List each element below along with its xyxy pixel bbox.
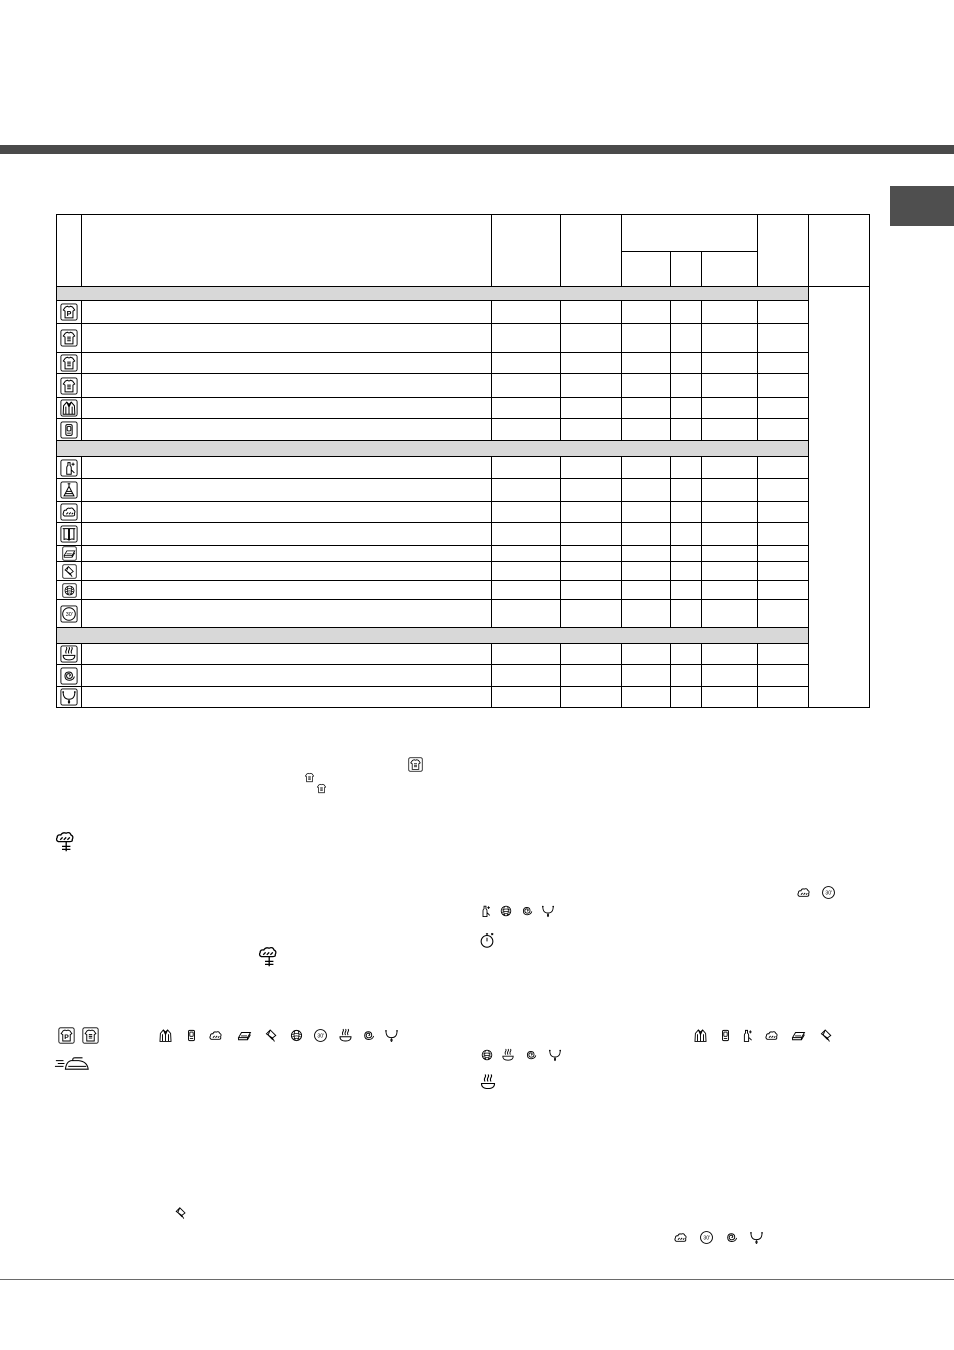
header-column-4 <box>561 215 622 287</box>
table-cell <box>561 353 622 374</box>
program-icon-cell <box>57 581 82 600</box>
table-cell <box>702 502 758 523</box>
flask-icon <box>60 481 78 499</box>
header-column-8 <box>758 215 809 287</box>
program-description-cell <box>82 546 492 562</box>
program-description-cell <box>82 523 492 546</box>
shirt-icon <box>315 782 328 795</box>
yarn-ball-icon <box>479 1047 495 1063</box>
table-cell <box>671 562 702 581</box>
feather-icon <box>818 1027 835 1044</box>
program-icon-cell <box>57 502 82 523</box>
table-cell <box>492 457 561 479</box>
table-cell <box>671 581 702 600</box>
table-cell <box>492 398 561 419</box>
drain-icon <box>540 903 556 919</box>
table-cell <box>702 687 758 708</box>
bottle-icon <box>477 903 493 919</box>
spin-icon <box>523 1047 539 1063</box>
wool-icon <box>207 1027 224 1044</box>
table-cell <box>622 324 671 353</box>
rinse-icon <box>60 645 78 663</box>
table-cell <box>561 398 622 419</box>
table-cell <box>622 562 671 581</box>
quick-30-icon <box>312 1027 329 1044</box>
table-cell <box>758 523 809 546</box>
rinse-icon <box>478 1072 498 1092</box>
shirt-p-icon <box>60 303 78 321</box>
feather-icon <box>173 1205 189 1221</box>
program-icon-cell <box>57 644 82 665</box>
table-cell <box>702 523 758 546</box>
table-cell <box>671 374 702 398</box>
program-icon-cell <box>57 374 82 398</box>
table-cell <box>758 665 809 687</box>
table-cell <box>492 374 561 398</box>
table-cell <box>702 600 758 628</box>
drain-icon <box>60 688 78 706</box>
wool-icon <box>672 1229 689 1246</box>
table-cell <box>492 419 561 441</box>
shirt-icon <box>60 377 78 395</box>
table-cell <box>492 562 561 581</box>
spin-icon <box>60 667 78 685</box>
towel-icon <box>62 546 77 561</box>
spin-icon <box>360 1027 377 1044</box>
table-cell <box>758 479 809 502</box>
table-cell <box>561 301 622 324</box>
table-cell <box>758 353 809 374</box>
drain-icon <box>547 1047 563 1063</box>
table-cell <box>758 581 809 600</box>
table-cell <box>561 479 622 502</box>
table-cell <box>622 419 671 441</box>
header-subcolumn-2 <box>671 252 702 287</box>
table-cell <box>671 644 702 665</box>
program-description-cell <box>82 479 492 502</box>
program-description-cell <box>82 398 492 419</box>
table-cell <box>492 644 561 665</box>
table-cell <box>758 301 809 324</box>
table-cell <box>492 665 561 687</box>
footer-rule <box>0 1279 954 1280</box>
table-cell <box>758 546 809 562</box>
program-description-cell <box>82 562 492 581</box>
table-cell <box>702 546 758 562</box>
table-cell <box>758 687 809 708</box>
yarn-ball-icon <box>288 1027 305 1044</box>
table-cell <box>561 546 622 562</box>
table-cell <box>671 324 702 353</box>
table-cell <box>702 374 758 398</box>
yarn-ball-icon <box>498 903 514 919</box>
table-cell <box>758 562 809 581</box>
table-cell <box>671 479 702 502</box>
table-cell <box>671 457 702 479</box>
drain-icon <box>383 1027 400 1044</box>
language-tab <box>890 186 954 226</box>
program-description-cell <box>82 687 492 708</box>
machine-icon <box>60 421 78 439</box>
program-description-cell <box>82 457 492 479</box>
wool-icon <box>795 884 812 901</box>
table-cell <box>702 644 758 665</box>
section-band-2 <box>57 441 809 457</box>
program-description-cell <box>82 600 492 628</box>
table-cell <box>758 457 809 479</box>
wool-plus-icon <box>53 829 77 853</box>
table-cell <box>702 353 758 374</box>
program-icon-cell <box>57 687 82 708</box>
program-description-cell <box>82 324 492 353</box>
table-cell <box>758 398 809 419</box>
spin-icon <box>519 903 535 919</box>
iron-icon <box>54 1054 92 1073</box>
table-cell <box>622 301 671 324</box>
table-cell <box>622 687 671 708</box>
table-cell <box>671 687 702 708</box>
program-description-cell <box>82 301 492 324</box>
table-cell <box>561 324 622 353</box>
shirt-icon <box>408 757 423 772</box>
program-description-cell <box>82 644 492 665</box>
rinse-icon <box>500 1047 516 1063</box>
table-cell <box>492 353 561 374</box>
table-cell <box>758 324 809 353</box>
table-cell <box>702 324 758 353</box>
table-cell <box>671 419 702 441</box>
program-description-cell <box>82 581 492 600</box>
quick-30-icon <box>698 1229 715 1246</box>
table-cell <box>492 581 561 600</box>
table-cell <box>671 398 702 419</box>
header-group-cell <box>622 215 758 252</box>
program-description-cell <box>82 353 492 374</box>
table-cell <box>561 687 622 708</box>
towel-icon <box>236 1027 253 1044</box>
header-subcolumn-1 <box>622 252 671 287</box>
table-cell <box>758 644 809 665</box>
table-cell <box>622 581 671 600</box>
table-cell <box>492 301 561 324</box>
table-cell <box>702 419 758 441</box>
section-band-3 <box>57 628 809 644</box>
table-cell <box>561 502 622 523</box>
program-description-cell <box>82 419 492 441</box>
table-cell <box>702 665 758 687</box>
table-cell <box>671 502 702 523</box>
wool-plus-icon <box>256 944 280 968</box>
table-cell <box>702 581 758 600</box>
shirt-icon <box>82 1027 99 1044</box>
header-column-9 <box>809 215 870 287</box>
table-cell <box>622 479 671 502</box>
drain-icon <box>748 1229 765 1246</box>
program-icon-cell <box>57 324 82 353</box>
wool-icon <box>60 503 78 521</box>
table-cell <box>702 398 758 419</box>
program-description-cell <box>82 374 492 398</box>
table-cell <box>561 457 622 479</box>
program-icon-cell <box>57 600 82 628</box>
jacket-icon <box>60 399 78 417</box>
jacket-icon <box>692 1027 709 1044</box>
table-cell <box>702 562 758 581</box>
table-cell <box>622 665 671 687</box>
table-cell <box>561 644 622 665</box>
program-description-cell <box>82 502 492 523</box>
table-cell <box>622 600 671 628</box>
shirt-icon <box>60 354 78 372</box>
feather-icon <box>263 1027 280 1044</box>
program-icon-cell <box>57 419 82 441</box>
table-cell <box>622 644 671 665</box>
table-cell <box>758 374 809 398</box>
table-cell <box>561 581 622 600</box>
table-cell <box>561 523 622 546</box>
header-subcolumn-3 <box>702 252 758 287</box>
programme-table <box>56 214 870 708</box>
curtain-icon <box>60 525 78 543</box>
table-cell <box>492 502 561 523</box>
towel-icon <box>790 1027 807 1044</box>
wool-icon <box>763 1027 780 1044</box>
table-cell <box>622 398 671 419</box>
jacket-icon <box>157 1027 174 1044</box>
table-cell <box>622 546 671 562</box>
table-cell <box>671 665 702 687</box>
timer-icon <box>478 931 496 949</box>
table-cell <box>622 523 671 546</box>
header-column-3 <box>492 215 561 287</box>
shirt-icon <box>60 329 78 347</box>
table-cell <box>492 479 561 502</box>
table-cell <box>561 600 622 628</box>
table-cell <box>702 457 758 479</box>
header-bar <box>0 145 954 154</box>
table-cell <box>622 353 671 374</box>
table-cell <box>758 600 809 628</box>
table-cell <box>671 523 702 546</box>
table-cell <box>561 665 622 687</box>
program-description-cell <box>82 665 492 687</box>
quick-30-icon <box>60 605 78 623</box>
table-cell <box>622 374 671 398</box>
program-icon-cell <box>57 665 82 687</box>
program-icon-cell <box>57 353 82 374</box>
table-cell <box>671 353 702 374</box>
machine-icon <box>717 1027 734 1044</box>
table-cell <box>492 600 561 628</box>
program-icon-cell <box>57 301 82 324</box>
table-cell <box>492 523 561 546</box>
machine-icon <box>183 1027 200 1044</box>
table-cell <box>758 502 809 523</box>
table-cell <box>622 502 671 523</box>
program-icon-cell <box>57 546 82 562</box>
table-cell <box>492 546 561 562</box>
table-cell <box>671 546 702 562</box>
merged-last-column <box>809 287 870 708</box>
yarn-ball-icon <box>62 583 77 598</box>
table-cell <box>561 562 622 581</box>
table-cell <box>671 301 702 324</box>
program-icon-cell <box>57 562 82 581</box>
bottle-icon <box>60 459 78 477</box>
header-icon-column <box>57 215 82 287</box>
table-cell <box>758 419 809 441</box>
table-cell <box>671 600 702 628</box>
table-cell <box>492 324 561 353</box>
program-icon-cell <box>57 398 82 419</box>
spin-icon <box>723 1229 740 1246</box>
table-cell <box>622 457 671 479</box>
feather-icon <box>62 564 77 579</box>
rinse-icon <box>337 1027 354 1044</box>
bottle-icon <box>738 1027 755 1044</box>
header-programme-column <box>82 215 492 287</box>
table-cell <box>561 374 622 398</box>
shirt-p-icon <box>58 1027 75 1044</box>
table-cell <box>492 687 561 708</box>
quick-30-icon <box>820 884 837 901</box>
table-cell <box>702 301 758 324</box>
table-cell <box>702 479 758 502</box>
program-icon-cell <box>57 457 82 479</box>
program-icon-cell <box>57 523 82 546</box>
table-cell <box>561 419 622 441</box>
section-band-1 <box>57 287 809 301</box>
program-icon-cell <box>57 479 82 502</box>
